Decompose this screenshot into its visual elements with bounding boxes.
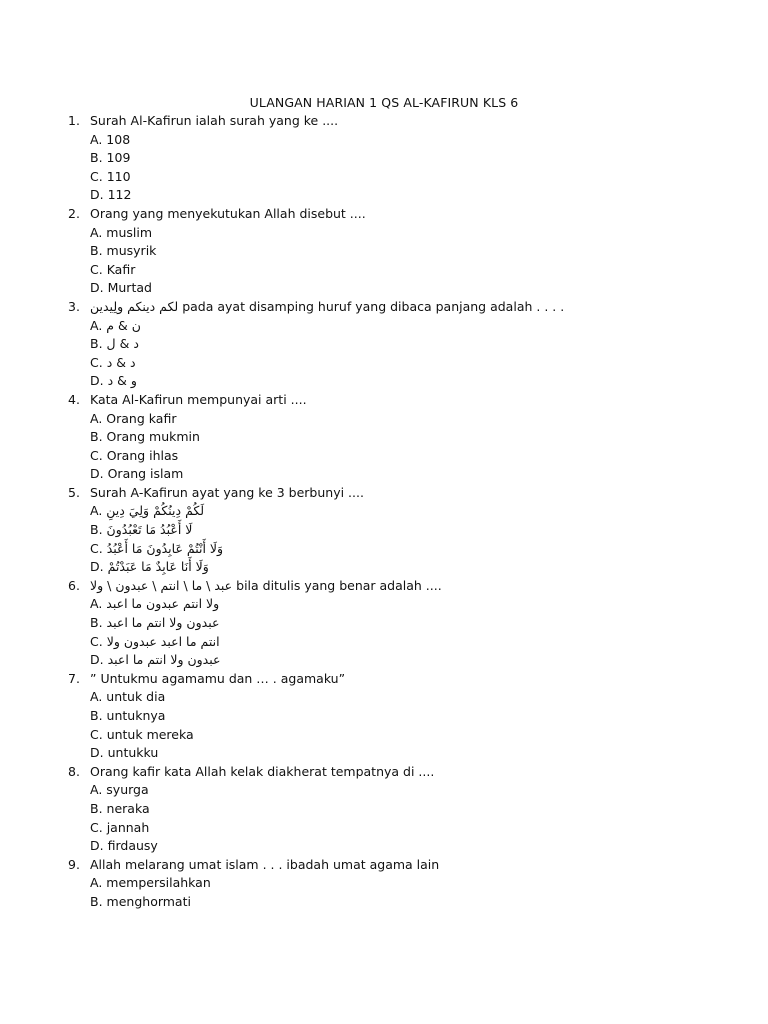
option-row — [0, 540, 768, 559]
option-label: A. — [90, 224, 103, 240]
option-label: C. — [90, 354, 103, 370]
question-text — [90, 391, 307, 410]
option — [90, 410, 176, 429]
option-label: D. — [90, 280, 104, 296]
option-row — [0, 502, 768, 521]
option — [90, 224, 152, 243]
option-text: لَا أَعْبُدُ مَا تَعْبُدُونَ — [106, 522, 193, 538]
option-label: A. — [90, 410, 103, 426]
option-label: D. — [90, 652, 104, 668]
option — [90, 447, 178, 466]
option-label: A. — [90, 782, 103, 798]
option — [90, 651, 220, 670]
option-label: D. — [90, 373, 104, 389]
option-label: D. — [90, 466, 104, 482]
question-text — [90, 298, 564, 317]
question-number: 3. — [68, 298, 80, 314]
option — [90, 354, 136, 373]
question-body: Orang kafir kata Allah kelak diakherat tempatnya di .... — [90, 763, 435, 779]
option — [90, 279, 152, 298]
option — [90, 540, 223, 559]
question-text — [90, 112, 338, 131]
option-text: muslim — [106, 224, 153, 240]
option-label: B. — [90, 615, 103, 631]
option-row — [0, 633, 768, 652]
option — [90, 726, 194, 745]
option-row — [0, 614, 768, 633]
option-text: 110 — [106, 168, 131, 184]
question-row — [0, 763, 768, 782]
option-row — [0, 874, 768, 893]
option-row — [0, 465, 768, 484]
option-label: B. — [90, 243, 103, 259]
option-text: د & ل — [106, 336, 139, 352]
option — [90, 781, 149, 800]
question-text — [90, 763, 434, 782]
option-label: A. — [90, 503, 103, 519]
option-label: A. — [90, 689, 103, 705]
option — [90, 242, 156, 261]
page-title: ULANGAN HARIAN 1 QS AL-KAFIRUN KLS 6 — [249, 95, 519, 110]
question-body: Orang yang menyekutukan Allah disebut .... — [90, 205, 366, 221]
option-row — [0, 651, 768, 670]
question-row — [0, 391, 768, 410]
option — [90, 168, 131, 187]
option-text: mempersilahkan — [106, 875, 211, 891]
question-number: 5. — [68, 484, 80, 500]
option-row — [0, 744, 768, 763]
question-text — [90, 670, 345, 689]
option-row — [0, 242, 768, 261]
option-text: 108 — [106, 131, 131, 147]
question-list — [0, 112, 768, 912]
question-arabic-prefix: لكم دينكم ولِيدين — [90, 298, 179, 314]
question-row — [0, 856, 768, 875]
option-text: ن & م — [106, 317, 141, 333]
option-label: B. — [90, 150, 103, 166]
question-number: 7. — [68, 670, 80, 686]
question-text — [90, 205, 366, 224]
option-label: C. — [90, 633, 103, 649]
option-label: A. — [90, 131, 103, 147]
question-body: pada ayat disamping huruf yang dibaca panjang adalah . . . . — [182, 298, 565, 314]
option — [90, 819, 149, 838]
option-text: untukku — [107, 745, 159, 761]
question-number: 6. — [68, 577, 80, 593]
option — [90, 800, 150, 819]
option — [90, 131, 130, 150]
question-number: 4. — [68, 391, 80, 407]
question-row — [0, 298, 768, 317]
option-row — [0, 317, 768, 336]
question-number: 9. — [68, 856, 80, 872]
option-text: عبدون ولا انتم ما اعبد — [107, 652, 221, 668]
question-body: Kata Al-Kafirun mempunyai arti .... — [90, 391, 307, 407]
option-row — [0, 781, 768, 800]
question-body: bila ditulis yang benar adalah .... — [236, 577, 442, 593]
option — [90, 837, 158, 856]
option-label: B. — [90, 708, 103, 723]
option — [90, 688, 165, 707]
option-text: untuk dia — [106, 689, 166, 705]
option-text: musyrik — [106, 243, 157, 259]
option-text: وَلَا أَنَا عَابِدٌ مَا عَبَدْتُمْ — [107, 559, 209, 575]
option — [90, 707, 165, 726]
option-label: B. — [90, 336, 103, 352]
option-row — [0, 707, 768, 726]
option-text: Orang islam — [107, 466, 184, 482]
option — [90, 186, 131, 205]
option — [90, 558, 209, 577]
option-row — [0, 149, 768, 168]
question-text — [90, 856, 439, 875]
question-number: 2. — [68, 205, 80, 221]
option — [90, 317, 141, 336]
option — [90, 595, 219, 614]
option-text: firdausy — [107, 838, 158, 854]
option-text: 109 — [106, 150, 131, 166]
option-text: د & د — [106, 354, 136, 370]
question-number: 1. — [68, 113, 80, 128]
option-row — [0, 893, 768, 912]
option-row — [0, 186, 768, 205]
option-row — [0, 335, 768, 354]
option-text: jannah — [106, 819, 150, 835]
option-label: D. — [90, 838, 104, 854]
option-text: Orang kafir — [106, 410, 177, 426]
option-text: عبدون ولا انتم ما اعبد — [106, 615, 220, 631]
option-label: B. — [90, 800, 103, 816]
option — [90, 744, 158, 763]
option — [90, 372, 137, 391]
option-label: D. — [90, 559, 104, 575]
option-text: menghormati — [106, 893, 191, 909]
option — [90, 874, 211, 893]
option-row — [0, 224, 768, 243]
option — [90, 633, 220, 652]
option-row — [0, 410, 768, 429]
option-row — [0, 595, 768, 614]
option-row — [0, 688, 768, 707]
option-row — [0, 428, 768, 447]
option-text: neraka — [106, 800, 150, 816]
option-label: C. — [90, 168, 103, 184]
option-row — [0, 131, 768, 150]
option-text: Orang ihlas — [106, 447, 179, 463]
option-label: C. — [90, 261, 103, 277]
question-arabic-prefix: عبد \ ما \ انتم \ عبدون \ ولا — [90, 577, 233, 593]
question-text — [90, 577, 442, 596]
option-label: B. — [90, 893, 103, 909]
option-label: A. — [90, 317, 103, 333]
option-label: A. — [90, 596, 103, 612]
question-row — [0, 205, 768, 224]
option — [90, 502, 204, 521]
option-text: 112 — [107, 187, 132, 203]
option-label: A. — [90, 875, 103, 891]
option-text: Murtad — [107, 280, 152, 296]
option-text: ولا انتم عبدون ما اعبد — [106, 596, 220, 612]
option-text: untuknya — [106, 708, 166, 723]
question-row — [0, 112, 768, 131]
option-row — [0, 558, 768, 577]
option — [90, 521, 192, 540]
option-label: D. — [90, 745, 104, 761]
option-label: D. — [90, 187, 104, 203]
option-text: و & د — [107, 373, 137, 389]
option — [90, 614, 219, 633]
option-label: C. — [90, 540, 103, 556]
option-text: Kafir — [106, 261, 136, 277]
option-row — [0, 261, 768, 280]
option-row — [0, 168, 768, 187]
option — [90, 149, 130, 168]
question-body: Surah Al-Kafirun ialah surah yang ke .... — [90, 113, 339, 128]
question-row — [0, 577, 768, 596]
option-row — [0, 354, 768, 373]
option-label: C. — [90, 726, 103, 742]
option-row — [0, 726, 768, 745]
option-text: لَكُمْ دِينُكُمْ وَلِيَ دِينِ — [106, 503, 205, 519]
option-label: C. — [90, 447, 103, 463]
option — [90, 428, 200, 447]
option-text: وَلَا أَنْتُمْ عَابِدُونَ مَا أَعْبُدُ — [106, 540, 224, 556]
question-body: Allah melarang umat islam . . . ibadah umat agama lain — [90, 856, 440, 872]
option-text: Orang mukmin — [106, 429, 200, 445]
question-row — [0, 484, 768, 503]
option-row — [0, 800, 768, 819]
option — [90, 893, 191, 912]
question-number: 8. — [68, 763, 80, 779]
option-label: B. — [90, 522, 103, 538]
option-label: B. — [90, 429, 103, 445]
question-body: Surah A-Kafirun ayat yang ke 3 berbunyi .... — [90, 484, 364, 500]
option-row — [0, 521, 768, 540]
option-row — [0, 837, 768, 856]
option — [90, 335, 139, 354]
option-text: untuk mereka — [106, 726, 194, 742]
option-row — [0, 447, 768, 466]
option-row — [0, 279, 768, 298]
option-text: syurga — [106, 782, 149, 798]
question-row — [0, 670, 768, 689]
option-row — [0, 819, 768, 838]
option — [90, 465, 183, 484]
question-body: ” Untukmu agamamu dan … . agamaku” — [90, 670, 346, 686]
option-row — [0, 372, 768, 391]
option-label: C. — [90, 819, 103, 835]
option-text: انتم ما اعبد عبدون ولا — [106, 633, 220, 649]
option — [90, 261, 135, 280]
question-text — [90, 484, 364, 503]
